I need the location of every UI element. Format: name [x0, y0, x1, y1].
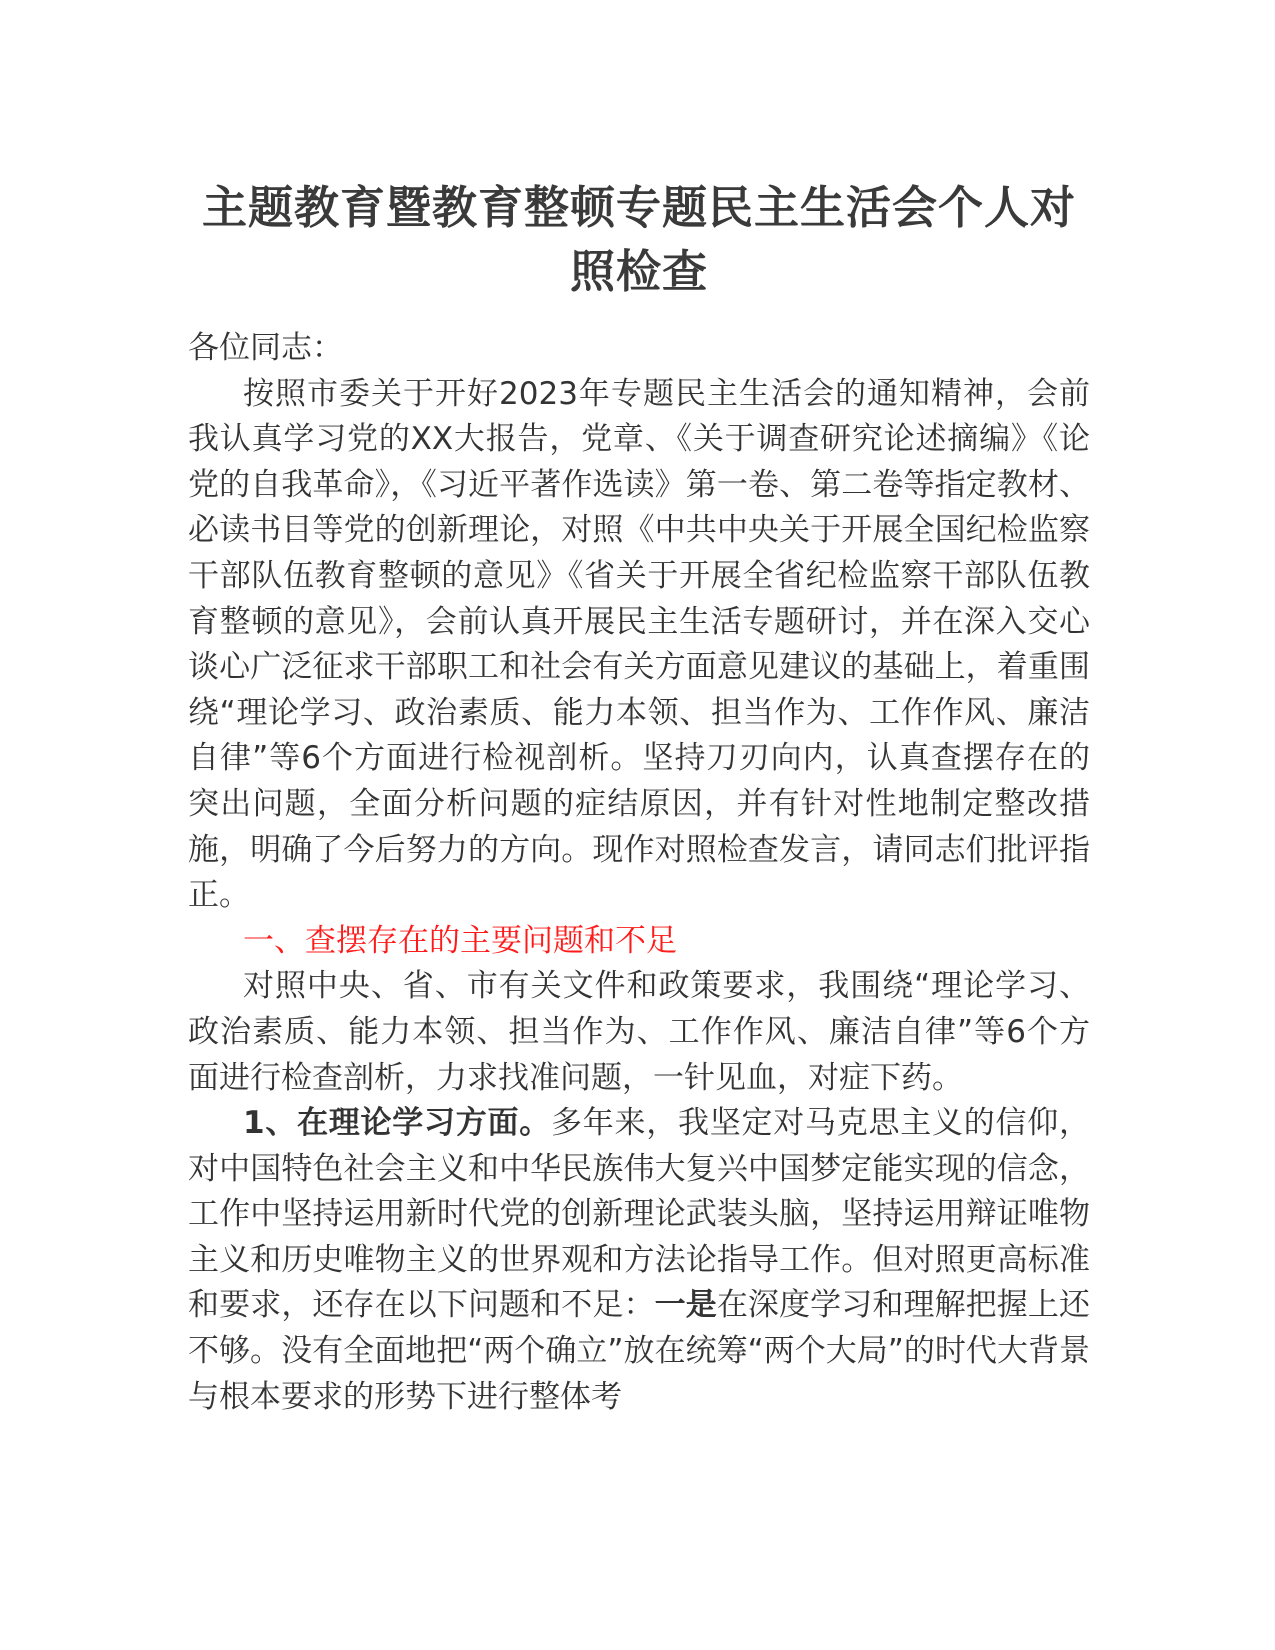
item-1-paragraph [188, 1101, 1090, 1420]
section-1-paragraph: 对照中央、省、市有关文件和政策要求，我围绕“理论学习、政治素质、能力本领、担当作为、工作作风、廉洁自律”等6个方面进行检查剖析，力求找准问题，一针见血，对症下药。 [188, 968, 1090, 1096]
section-heading-1: 一、查摆存在的主要问题和不足 [243, 922, 677, 959]
document-title [188, 176, 1090, 304]
item-1-point-label: 一是 [654, 1287, 717, 1324]
title-line-2: 照检查 [569, 245, 708, 298]
title-line-1: 主题教育暨教育整顿专题民主生活会个人对 [201, 181, 1076, 234]
intro-paragraph: 按照市委关于开好2023年专题民主生活会的通知精神，会前我认真学习党的XX大报告，党章、《关于调查研究论述摘编》《论党的自我革命》，《习近平著作选读》第一卷、第二卷等指定教材、必读书目等党的创新理论，对照《中共中央关于开展全国纪检监察干部队伍教育整顿的意见》《省关于开展全省纪检监察干部队伍教育整顿的意见》，会前认真开展民主生活专题研讨，并在深入交心谈心广泛征求干部职工和社会有关方面意见建议的基础上，着重围绕“理论学习、政治素质、能力本领、担当作为、工作作风、廉洁自律”等6个方面进行检视剖析。坚持刀刃向内，认真查摆存在的突出问题，全面分析问题的症结原因，并有针对性地制定整改措施，明确了今后努力的方向。现作对照检查发言，请同志们批评指正。 [188, 375, 1090, 914]
item-1-text-a: 多年来，我坚定对马克思主义的信仰，对中国特色社会主义和中华民族伟大复兴中国梦定能实现的信念，工作中坚持运用新时代党的创新理论武装头脑，坚持运用辩证唯物主义和历史唯物主义的世界观和方法论指导工作。但对照更高标准和要求，还存在以下问题和不足： [188, 1105, 1090, 1324]
item-1-label: 1、在理论学习方面。 [243, 1105, 552, 1142]
item-1-text-b: 在深度学习和理解把握上还不够。没有全面地把“两个确立”放在统筹“两个大局”的时代大背景与根本要求的形势下进行整体考 [188, 1287, 1091, 1415]
greeting: 各位同志： [188, 330, 343, 366]
document-page [188, 176, 1090, 1420]
